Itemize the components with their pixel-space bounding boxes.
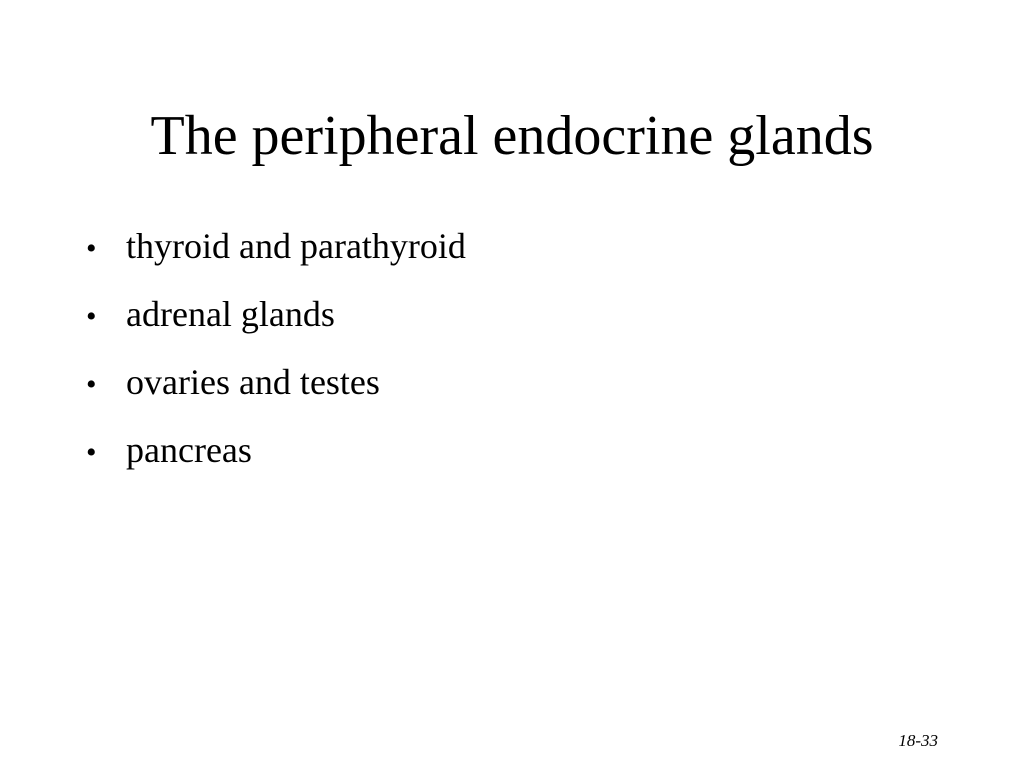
list-item-text: ovaries and testes [126, 362, 380, 402]
bullet-list [86, 226, 466, 498]
list-item [86, 294, 466, 337]
bullet-icon: • [86, 300, 97, 333]
list-item-text: adrenal glands [126, 294, 335, 334]
list-item [86, 226, 466, 269]
list-item [86, 430, 466, 473]
bullet-icon: • [86, 232, 97, 265]
slide-title: The peripheral endocrine glands [150, 105, 874, 167]
slide-number: 18-33 [898, 731, 938, 750]
list-item-text: pancreas [126, 430, 252, 470]
bullet-icon: • [86, 368, 97, 401]
list-item [86, 362, 466, 405]
list-item-text: thyroid and parathyroid [126, 226, 466, 266]
bullet-icon: • [86, 436, 97, 469]
